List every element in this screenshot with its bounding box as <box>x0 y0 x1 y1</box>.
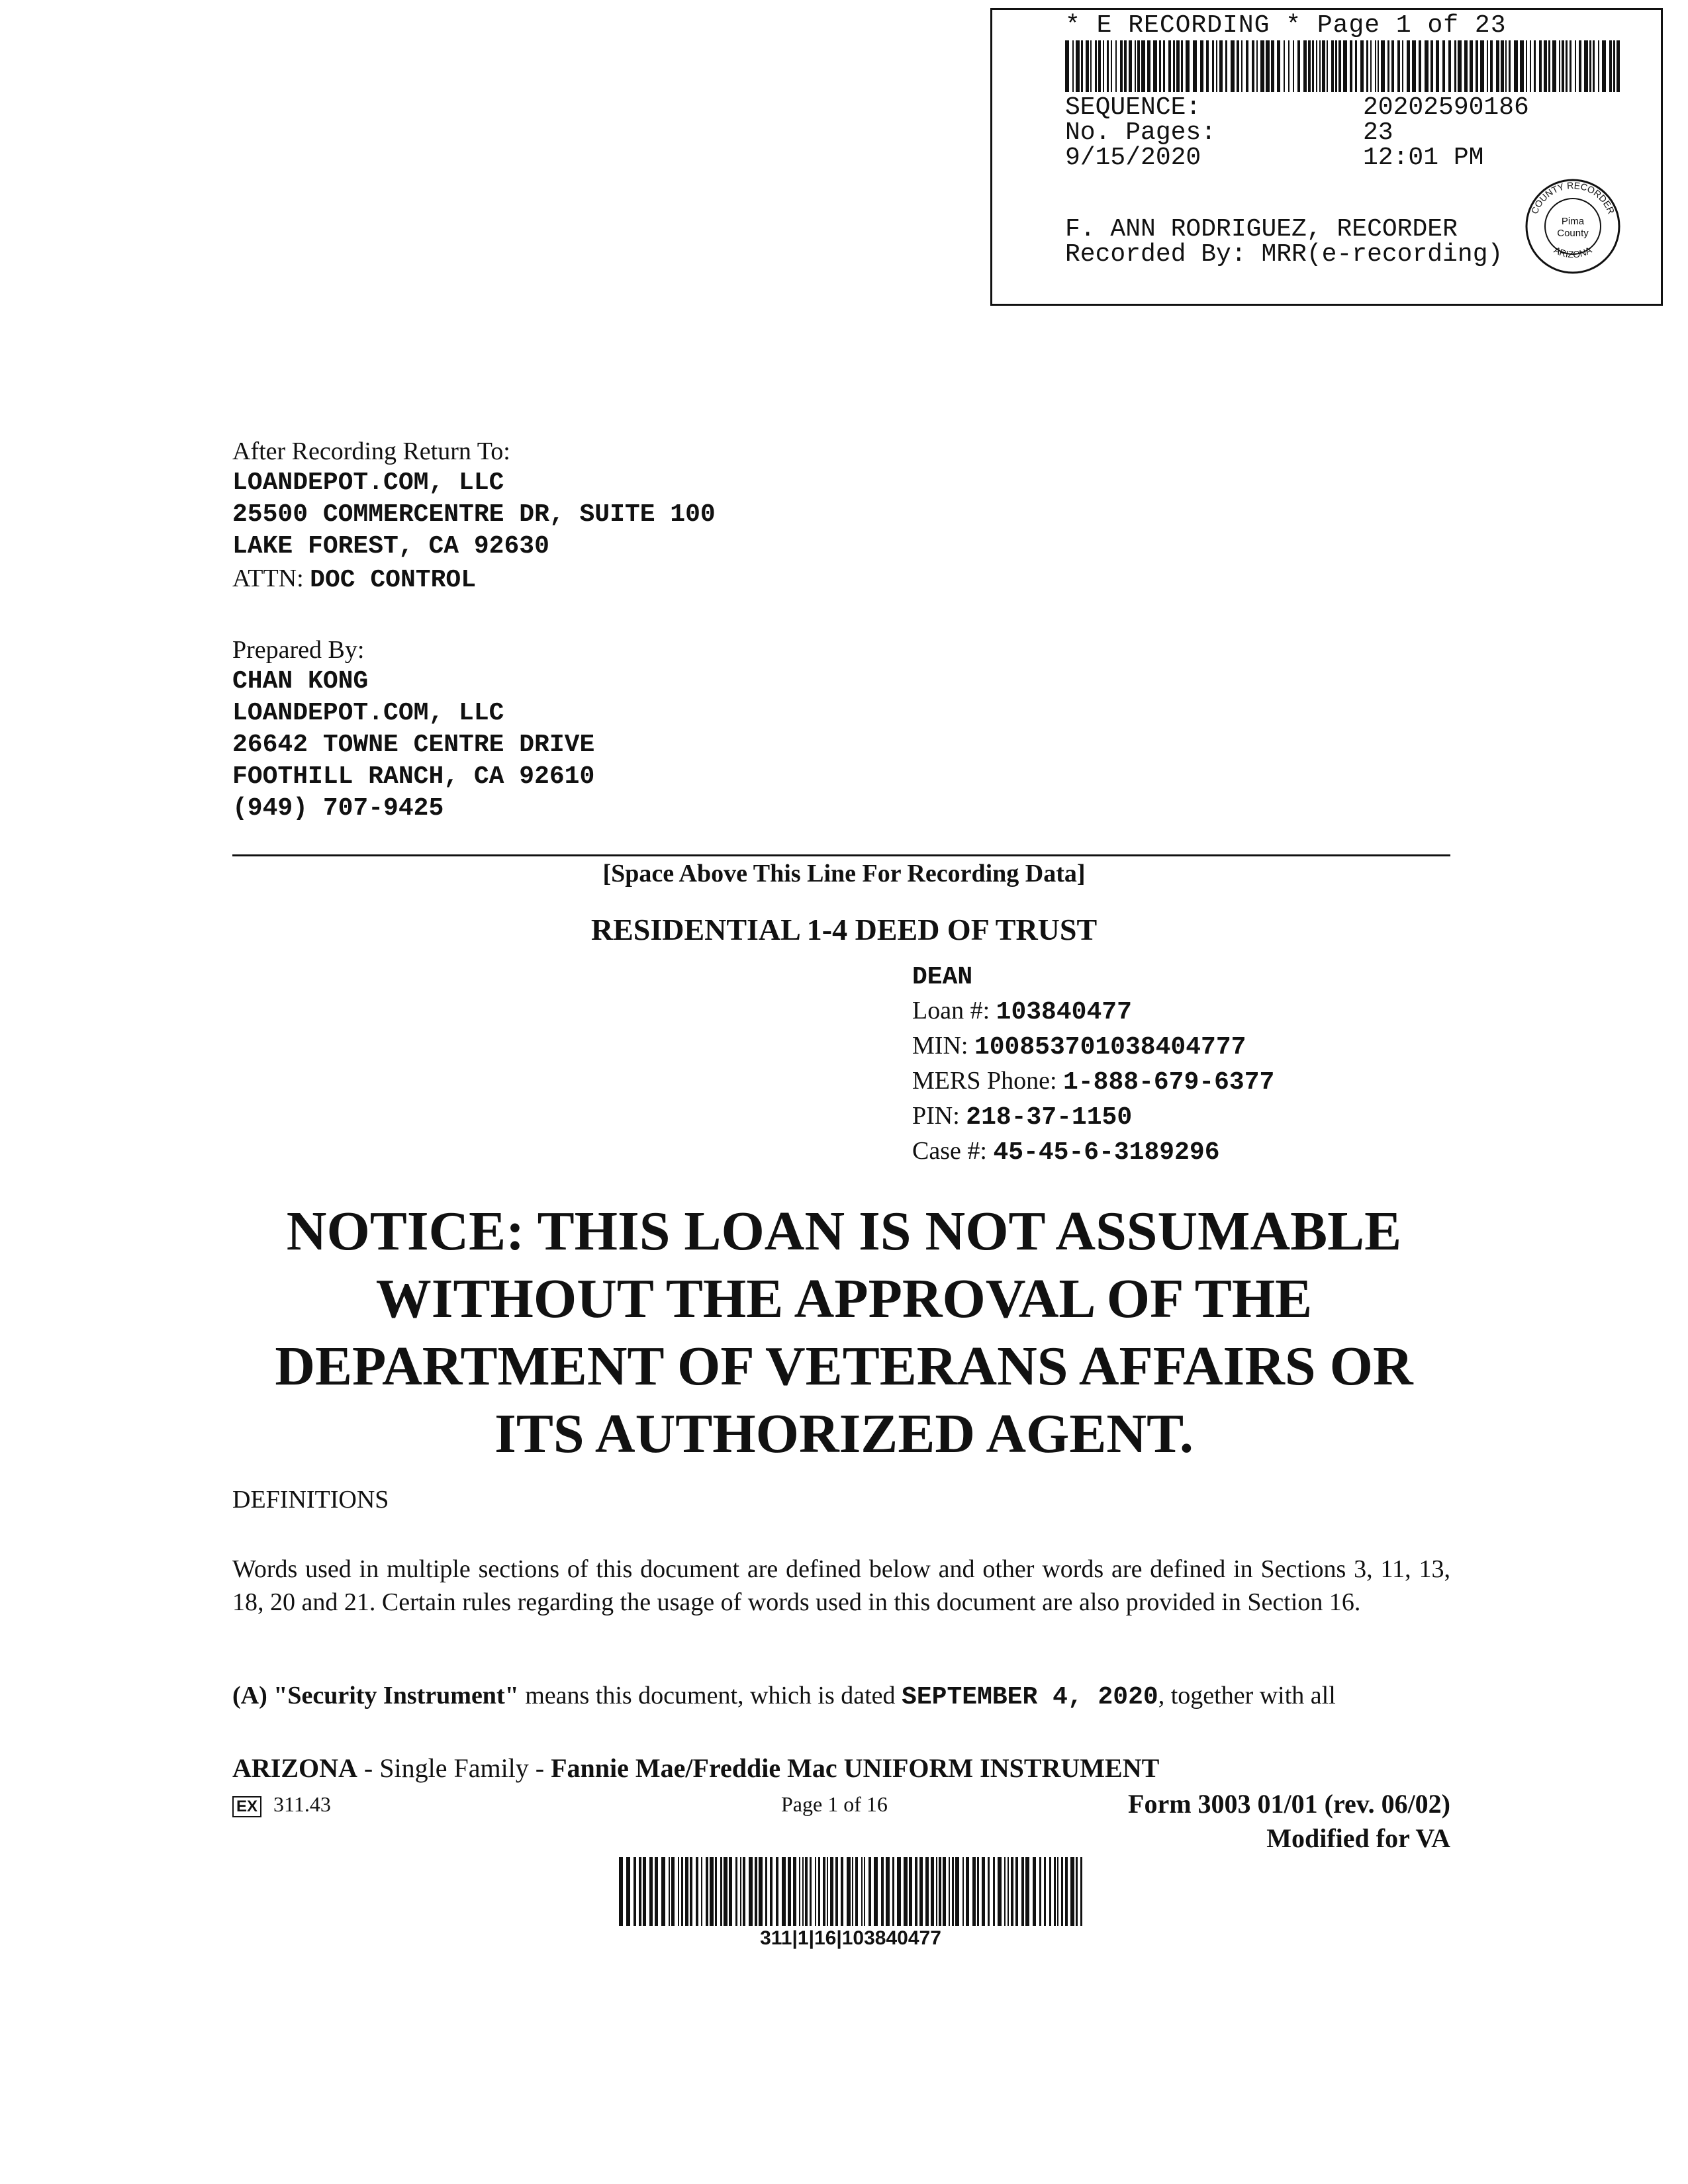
barcode-bar <box>1464 40 1468 92</box>
barcode-bar <box>1065 40 1069 92</box>
barcode-bar <box>749 1857 753 1926</box>
return-to-attn <box>232 563 716 596</box>
barcode-bar <box>1442 40 1445 92</box>
seal-center-1: Pima <box>1561 216 1585 227</box>
barcode-bar <box>619 1857 623 1926</box>
barcode-bar <box>1080 1857 1082 1926</box>
footer-form-middle: - Single Family - <box>357 1753 551 1783</box>
barcode-bar <box>1033 1857 1036 1926</box>
barcode-bar <box>919 1857 923 1926</box>
barcode-bar <box>1186 40 1190 92</box>
loan-info-block <box>912 961 1274 1169</box>
return-to-block <box>232 435 716 596</box>
recorder-name: F. ANN RODRIGUEZ, RECORDER <box>1065 215 1458 244</box>
ex-code-value: 311.43 <box>273 1792 331 1816</box>
form-number: Form 3003 01/01 (rev. 06/02) <box>1128 1789 1450 1819</box>
attn-value: DOC CONTROL <box>310 566 476 594</box>
case-line <box>912 1134 1274 1169</box>
recording-date: 9/15/2020 <box>1065 144 1201 172</box>
barcode-bar <box>661 1857 665 1926</box>
barcode-bar <box>1355 40 1357 92</box>
barcode-bar <box>966 1857 969 1926</box>
min-line <box>912 1029 1274 1064</box>
barcode-bar <box>685 1857 688 1926</box>
barcode-bar <box>765 1857 767 1926</box>
barcode-bar <box>1176 40 1180 92</box>
barcode-bar <box>793 1857 796 1926</box>
barcode-bar <box>1458 40 1462 92</box>
footer-ex-code <box>232 1792 331 1817</box>
barcode-bar <box>982 1857 985 1926</box>
pages-label: No. Pages: <box>1065 118 1217 147</box>
barcode-bar <box>904 1857 908 1926</box>
barcode-bar <box>1613 40 1615 92</box>
barcode-bar <box>799 1857 800 1926</box>
svg-text:ARIZONA <box>1552 244 1594 259</box>
barcode-bar <box>1135 40 1136 92</box>
barcode-bar <box>1153 40 1157 92</box>
barcode-bar <box>782 1857 786 1926</box>
barcode-bar <box>1562 40 1564 92</box>
barcode-bar <box>1193 40 1197 92</box>
barcode-bar <box>847 1857 851 1926</box>
sequence-label: SEQUENCE: <box>1065 93 1201 122</box>
barcode-bar <box>706 1857 708 1926</box>
barcode-bar <box>1147 40 1150 92</box>
barcode-bar <box>743 1857 745 1926</box>
barcode-bar <box>735 1857 737 1926</box>
barcode-bar <box>1387 40 1389 92</box>
barcode-bar <box>931 1857 934 1926</box>
county-seal-icon <box>1523 177 1622 276</box>
footer-form-number <box>1128 1787 1450 1856</box>
recording-stamp <box>990 8 1663 306</box>
prepared-by-name: CHAN KONG <box>232 667 369 696</box>
barcode-bar <box>710 1857 714 1926</box>
modified-for-va: Modified for VA <box>1266 1823 1450 1853</box>
barcode-bar <box>1602 40 1606 92</box>
barcode-bar <box>643 1857 646 1926</box>
return-to-city: LAKE FOREST, CA 92630 <box>232 532 549 561</box>
case-value: 45-45-6-3189296 <box>993 1138 1220 1167</box>
barcode-bar <box>1231 40 1235 92</box>
recorded-by: Recorded By: MRR(e-recording) <box>1065 240 1503 269</box>
return-to-company: LOANDEPOT.COM, LLC <box>232 469 504 497</box>
recording-time: 12:01 PM <box>1363 144 1484 172</box>
barcode-bar <box>1412 40 1416 92</box>
barcode-bar <box>1476 40 1478 92</box>
barcode-bar <box>1266 40 1270 92</box>
barcode-bar <box>1072 40 1074 92</box>
assumption-notice <box>199 1198 1489 1468</box>
barcode-bar <box>639 1857 641 1926</box>
return-to-label: After Recording Return To: <box>232 437 510 465</box>
barcode-bar <box>1327 40 1328 92</box>
barcode-bar <box>633 1857 636 1926</box>
barcode-bar <box>1335 40 1337 92</box>
barcode-bar <box>1120 40 1123 92</box>
barcode-bar <box>1025 1857 1029 1926</box>
mers-phone-value: 1-888-679-6377 <box>1063 1068 1275 1097</box>
barcode-bar <box>1297 40 1300 92</box>
barcode-bar <box>655 1857 658 1926</box>
barcode-bar <box>939 1857 941 1926</box>
barcode-bar <box>897 1857 901 1926</box>
loan-number-value: 103840477 <box>996 998 1132 1026</box>
barcode-bar <box>1219 40 1223 92</box>
barcode-bar <box>715 1857 717 1926</box>
definition-a-term: (A) "Security Instrument" <box>232 1682 519 1709</box>
svg-text:COUNTY RECORDER <box>1529 180 1617 216</box>
barcode-bar <box>993 1857 995 1926</box>
barcode-bar <box>1241 40 1243 92</box>
recording-data-rule <box>232 854 1450 856</box>
definitions-intro: Words used in multiple sections of this document are defined below and other words are defined in Sections 3, 11, 13, 18, 20 and 21. Certain rules regarding the usage of words used in this document are also provided in Section 16. <box>232 1555 1450 1616</box>
prepared-by-block <box>232 634 594 825</box>
barcode-bar <box>835 1857 838 1926</box>
barcode-bar <box>1086 40 1089 92</box>
seal-center-2: County <box>1557 228 1589 239</box>
notice-line: NOTICE: THIS LOAN IS NOT ASSUMABLE <box>286 1201 1402 1262</box>
barcode-bar <box>1039 1857 1041 1926</box>
barcode-bar <box>1430 40 1433 92</box>
barcode-bar <box>1008 1857 1009 1926</box>
barcode-bar <box>1343 40 1347 92</box>
seal-bottom-text: ARIZONA <box>1552 244 1594 260</box>
barcode-bar <box>1598 40 1599 92</box>
barcode-bar <box>972 1857 976 1926</box>
barcode-bar <box>1514 40 1518 92</box>
barcode-bar <box>669 1857 670 1926</box>
barcode-bar <box>1090 40 1092 92</box>
barcode-caption: 311|1|16|103840477 <box>760 1927 941 1949</box>
definition-a-suffix: , together with all <box>1158 1682 1336 1709</box>
barcode-bar <box>1566 40 1568 92</box>
barcode-bar <box>1397 40 1400 92</box>
barcode-bar <box>810 1857 812 1926</box>
barcode-bar <box>1159 40 1161 92</box>
barcode-bar <box>1098 40 1101 92</box>
barcode-bar <box>861 1857 863 1926</box>
barcode-bar <box>855 1857 858 1926</box>
barcode-bar <box>952 1857 954 1926</box>
prepared-by-city: FOOTHILL RANCH, CA 92610 <box>232 762 595 791</box>
footer-form-bold: Fannie Mae/Freddie Mac UNIFORM INSTRUMENT <box>551 1753 1160 1783</box>
barcode-bar <box>1216 40 1217 92</box>
barcode-bar <box>1378 40 1379 92</box>
barcode-bar <box>998 1857 1002 1926</box>
barcode-bar <box>886 1857 890 1926</box>
barcode-bar <box>1579 40 1581 92</box>
barcode-bar <box>1293 40 1294 92</box>
barcode-bar <box>962 1857 964 1926</box>
borrower-name: DEAN <box>912 963 973 991</box>
barcode-bar <box>788 1857 791 1926</box>
barcode-bar <box>1375 40 1376 92</box>
seal-top-text: COUNTY RECORDER <box>1528 179 1617 216</box>
barcode-bar <box>1544 40 1547 92</box>
barcode-bar <box>988 1857 990 1926</box>
barcode-bar <box>1225 40 1227 92</box>
prepared-by-phone: (949) 707-9425 <box>232 794 444 823</box>
barcode-bar <box>1366 40 1368 92</box>
barcode-bar <box>1107 40 1109 92</box>
barcode-bar <box>1076 1857 1078 1926</box>
barcode-bar <box>1534 40 1536 92</box>
barcode-bar <box>868 1857 871 1926</box>
barcode-bar <box>1360 40 1364 92</box>
barcode-bar <box>1200 40 1203 92</box>
barcode-bar <box>1015 1857 1018 1926</box>
barcode-bar <box>1168 40 1171 92</box>
barcode-bar <box>1552 40 1556 92</box>
barcode-bar <box>949 1857 950 1926</box>
barcode-bar <box>724 1857 727 1926</box>
loan-number-label: Loan #: <box>912 997 990 1024</box>
barcode-bar <box>1284 40 1285 92</box>
barcode-bar <box>1539 40 1542 92</box>
barcode-bar <box>1470 40 1473 92</box>
barcode-bar <box>1381 40 1385 92</box>
notice-line: DEPARTMENT OF VETERANS AFFAIRS OR <box>275 1336 1413 1397</box>
pages-value: 23 <box>1363 118 1393 147</box>
barcode-bar <box>892 1857 894 1926</box>
barcode-bar <box>1237 40 1239 92</box>
barcode-bar <box>823 1857 825 1926</box>
pin-value: 218-37-1150 <box>966 1103 1133 1132</box>
barcode-bar <box>729 1857 732 1926</box>
barcode-bar <box>755 1857 757 1926</box>
notice-line: ITS AUTHORIZED AGENT. <box>494 1403 1194 1465</box>
barcode-bar <box>1260 40 1264 92</box>
barcode-bar <box>1065 1857 1068 1926</box>
barcode-bar <box>805 1857 808 1926</box>
barcode-bar <box>1530 40 1531 92</box>
barcode-bar <box>1584 40 1588 92</box>
barcode-bar <box>1277 40 1280 92</box>
barcode-bar <box>1246 40 1248 92</box>
barcode-bar <box>678 1857 679 1926</box>
barcode-bar <box>1137 40 1140 92</box>
barcode-bar <box>977 1857 979 1926</box>
barcode-bar <box>759 1857 763 1926</box>
barcode-bar <box>1454 40 1456 92</box>
barcode-bar <box>830 1857 833 1926</box>
definition-a-middle: means this document, which is dated <box>518 1682 902 1709</box>
barcode-bar <box>1049 1857 1051 1926</box>
barcode-bar <box>1141 40 1145 92</box>
barcode-bar <box>1173 40 1175 92</box>
barcode-bar <box>1609 40 1612 92</box>
barcode-bar <box>864 1857 865 1926</box>
barcode-bar <box>701 1857 702 1926</box>
document-barcode-icon <box>619 1857 1082 1926</box>
barcode-bar <box>1303 40 1307 92</box>
min-label: MIN: <box>912 1032 968 1060</box>
barcode-bar <box>1487 40 1488 92</box>
definition-a-date: SEPTEMBER 4, 2020 <box>902 1683 1158 1711</box>
barcode-bar <box>1004 1857 1006 1926</box>
barcode-bar <box>1252 40 1254 92</box>
barcode-bar <box>802 1857 804 1926</box>
footer-page-number: Page 1 of 16 <box>781 1792 888 1816</box>
prepared-by-label: Prepared By: <box>232 636 365 664</box>
ex-box-icon: EX <box>232 1796 261 1817</box>
barcode-bar <box>815 1857 816 1926</box>
barcode-bar <box>925 1857 929 1926</box>
barcode-bar <box>1308 40 1311 92</box>
barcode-bar <box>1081 40 1083 92</box>
mers-phone-line <box>912 1064 1274 1099</box>
barcode-bar <box>1425 40 1429 92</box>
document-title: RESIDENTIAL 1-4 DEED OF TRUST <box>590 913 1098 946</box>
barcode-bar <box>1520 40 1524 92</box>
barcode-bar <box>1338 40 1341 92</box>
barcode-bar <box>1319 40 1321 92</box>
barcode-bar <box>1526 40 1527 92</box>
sequence-value: 20202590186 <box>1363 93 1529 122</box>
barcode-bar <box>827 1857 828 1926</box>
barcode-bar <box>943 1857 946 1926</box>
barcode-bar <box>1115 40 1117 92</box>
barcode-bar <box>1402 40 1403 92</box>
barcode-bar <box>1548 40 1550 92</box>
barcode-bar <box>1419 40 1421 92</box>
footer-state: ARIZONA <box>232 1753 357 1783</box>
barcode-bar <box>1316 40 1317 92</box>
mers-phone-label: MERS Phone: <box>912 1067 1057 1095</box>
case-label: Case #: <box>912 1137 987 1165</box>
barcode-bar <box>740 1857 741 1926</box>
barcode-bar <box>681 1857 683 1926</box>
barcode-bar <box>1490 40 1493 92</box>
pin-label: PIN: <box>912 1102 960 1130</box>
barcode-bar <box>690 1857 692 1926</box>
stamp-header: * E RECORDING * Page 1 of 23 <box>1065 11 1507 40</box>
barcode-bar <box>1448 40 1451 92</box>
barcode-bar <box>1076 40 1080 92</box>
barcode-bar <box>1011 1857 1013 1926</box>
barcode-bar <box>1331 40 1334 92</box>
barcode-bar <box>1044 1857 1046 1926</box>
barcode-bar <box>852 1857 853 1926</box>
barcode-bar <box>818 1857 820 1926</box>
barcode-bar <box>1501 40 1504 92</box>
barcode-bar <box>1559 40 1560 92</box>
barcode-bar <box>841 1857 843 1926</box>
barcode-bar <box>1181 40 1183 92</box>
barcode-bar <box>1509 40 1511 92</box>
pin-line <box>912 1099 1274 1134</box>
barcode-bar <box>649 1857 653 1926</box>
barcode-bar <box>915 1857 917 1926</box>
barcode-bar <box>1103 40 1104 92</box>
barcode-bar <box>1391 40 1394 92</box>
barcode-bar <box>909 1857 912 1926</box>
barcode-bar <box>720 1857 722 1926</box>
barcode-bar <box>776 1857 778 1926</box>
barcode-bar <box>1589 40 1591 92</box>
barcode-bar <box>881 1857 884 1926</box>
loan-number-line <box>912 994 1274 1029</box>
definition-a <box>232 1681 1457 1711</box>
barcode-bar <box>955 1857 959 1926</box>
barcode-bar <box>1070 1857 1074 1926</box>
barcode-bar <box>671 1857 675 1926</box>
barcode-bar <box>1124 40 1127 92</box>
barcode-bar <box>1163 40 1165 92</box>
barcode-bar <box>770 1857 773 1926</box>
barcode-bar <box>1095 40 1097 92</box>
barcode-bar <box>1206 40 1209 92</box>
barcode-bar <box>1111 40 1112 92</box>
return-to-street: 25500 COMMERCENTRE DR, SUITE 100 <box>232 500 716 529</box>
barcode-bar <box>1480 40 1484 92</box>
barcode-bar <box>1322 40 1325 92</box>
barcode-bar <box>1054 1857 1056 1926</box>
barcode-bar <box>874 1857 878 1926</box>
barcode-bar <box>696 1857 698 1926</box>
barcode-bar <box>1593 40 1595 92</box>
barcode-bar <box>1496 40 1499 92</box>
definitions-heading: DEFINITIONS <box>232 1486 389 1514</box>
barcode-bar <box>1407 40 1410 92</box>
barcode-bar <box>1061 1857 1063 1926</box>
barcode-bar <box>1312 40 1314 92</box>
space-above-label: [Space Above This Line For Recording Data] <box>602 860 1086 887</box>
barcode-bar <box>1575 40 1576 92</box>
barcode-bar <box>1129 40 1132 92</box>
barcode-bar <box>1370 40 1372 92</box>
notice-line: WITHOUT THE APPROVAL OF THE <box>375 1268 1313 1330</box>
barcode-bar <box>1436 40 1439 92</box>
barcode-bar <box>626 1857 630 1926</box>
barcode-bar <box>1256 40 1258 92</box>
barcode-bar <box>1505 40 1507 92</box>
barcode-bar <box>1212 40 1214 92</box>
attn-label: ATTN: <box>232 565 304 592</box>
barcode-bar <box>1021 1857 1024 1926</box>
barcode-bar <box>1570 40 1571 92</box>
min-value: 100853701038404777 <box>974 1033 1246 1062</box>
barcode-bar <box>1057 1857 1058 1926</box>
barcode-bar <box>936 1857 937 1926</box>
footer-form-title <box>232 1752 1159 1784</box>
prepared-by-street: 26642 TOWNE CENTRE DRIVE <box>232 731 595 759</box>
barcode-bar <box>1288 40 1289 92</box>
barcode-bar <box>1271 40 1274 92</box>
barcode-bar <box>1350 40 1352 92</box>
stamp-barcode-icon <box>1065 40 1621 92</box>
prepared-by-company: LOANDEPOT.COM, LLC <box>232 699 504 727</box>
barcode-bar <box>1617 40 1620 92</box>
